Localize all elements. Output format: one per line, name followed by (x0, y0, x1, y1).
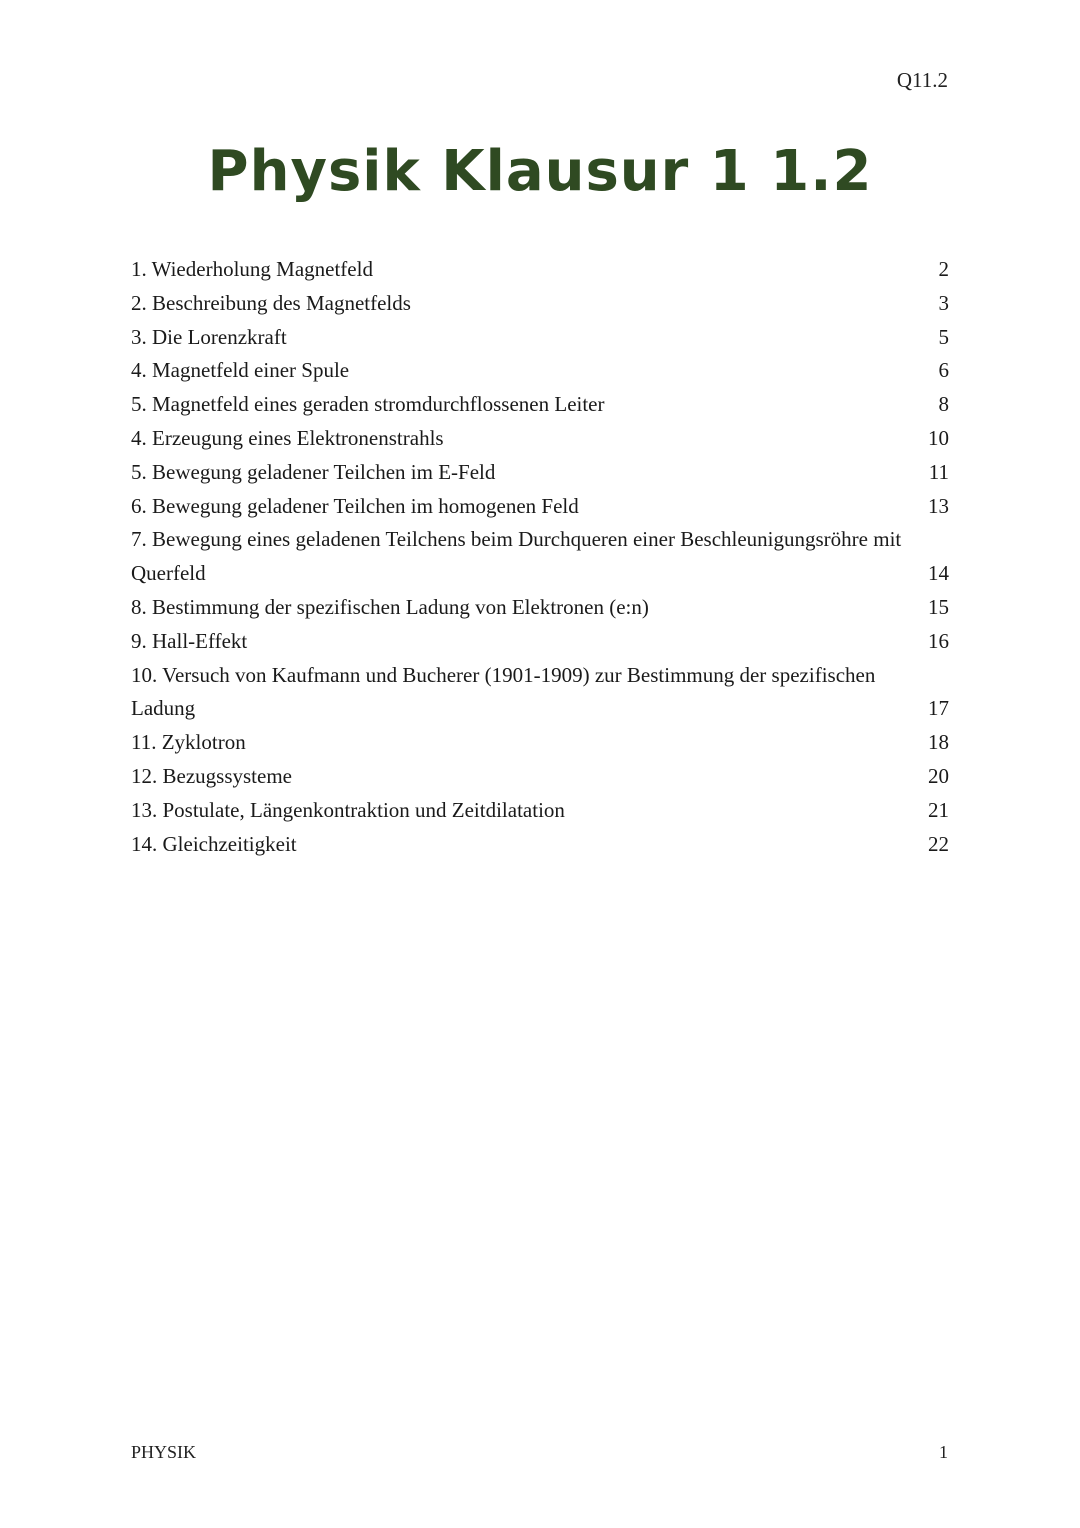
toc-entry-line (131, 557, 949, 591)
toc-entry-line (131, 625, 949, 659)
toc-entry-line (131, 828, 949, 862)
toc-entry (131, 422, 949, 456)
toc-entry-line (131, 726, 949, 760)
toc-entry-page: 20 (928, 763, 949, 788)
toc-entry-title: 7. Bewegung eines geladenen Teilchens beim Durchqueren einer Beschleunigungsröhre mit (131, 527, 902, 552)
toc-entry-title: 2. Beschreibung des Magnetfelds (131, 290, 411, 315)
toc-entry-line (131, 253, 949, 287)
toc-entry-line (131, 490, 949, 524)
toc-entry-line (131, 456, 949, 490)
toc-entry (131, 828, 949, 862)
toc-entry (131, 388, 949, 422)
toc-entry (131, 760, 949, 794)
toc-entry-line (131, 422, 949, 456)
toc-entry-title: Ladung (131, 696, 196, 721)
toc-entry-title: 14. Gleichzeitigkeit (131, 831, 297, 856)
toc-entry-page: 2 (938, 257, 949, 281)
toc-entry-page: 15 (928, 594, 949, 619)
toc-entry (131, 625, 949, 659)
toc-entry-line (131, 388, 949, 422)
toc-entry (131, 354, 949, 388)
toc-entry-page: 21 (928, 797, 949, 822)
toc-entry-line (131, 591, 949, 625)
toc-entry-page: 22 (928, 831, 949, 856)
toc-entry-page: 18 (928, 730, 949, 755)
toc-entry-title: 13. Postulate, Längenkontraktion und Zeitdilatation (131, 797, 565, 822)
toc-entry-page: 13 (928, 493, 949, 518)
toc-entry-title: 1. Wiederholung Magnetfeld (131, 257, 373, 281)
footer-page-number: 1 (939, 1442, 948, 1462)
toc-entry-title: 11. Zyklotron (131, 730, 246, 755)
toc-entry-page: 5 (938, 324, 949, 349)
toc-entry (131, 523, 949, 591)
toc-entry (131, 253, 949, 287)
toc-entry (131, 321, 949, 355)
toc-entry-title: 8. Bestimmung der spezifischen Ladung von Elektronen (e:n) (131, 594, 649, 619)
toc-entry-title: 6. Bewegung geladener Teilchen im homogenen Feld (131, 493, 579, 518)
toc-entry-page: 3 (938, 290, 949, 315)
toc-entry-line (131, 321, 949, 355)
toc-entry-line (131, 760, 949, 794)
toc-entry-page: 17 (928, 696, 949, 721)
toc-entry-title: 5. Bewegung geladener Teilchen im E-Feld (131, 459, 496, 484)
table-of-contents (131, 253, 949, 861)
toc-entry-page: 14 (928, 561, 949, 586)
toc-entry-page: 10 (928, 425, 949, 450)
toc-entry-line (131, 692, 949, 726)
toc-entry-page: 6 (938, 358, 949, 383)
toc-entry-title: 4. Magnetfeld einer Spule (131, 358, 350, 383)
toc-entry-title: 9. Hall-Effekt (131, 628, 248, 653)
toc-entry (131, 287, 949, 321)
toc-entry-page: 8 (938, 392, 949, 417)
toc-entry-title: 12. Bezugssysteme (131, 763, 292, 788)
toc-entry-title: Querfeld (131, 561, 206, 586)
toc-entry-line (131, 523, 949, 557)
toc-entry-title: 4. Erzeugung eines Elektronenstrahls (131, 425, 444, 450)
toc-entry-line (131, 794, 949, 828)
toc-entry-line (131, 659, 949, 693)
header-course-code: Q11.2 (896, 68, 948, 92)
toc-entry (131, 794, 949, 828)
toc-entry (131, 591, 949, 625)
toc-entry-title: 10. Versuch von Kaufmann und Bucherer (1901-1909) zur Bestimmung der spezifischen (131, 662, 876, 687)
toc-entry-line (131, 354, 949, 388)
toc-entry-title: 3. Die Lorenzkraft (131, 324, 287, 349)
footer-subject: PHYSIK (131, 1442, 197, 1462)
toc-entry (131, 490, 949, 524)
toc-entry (131, 726, 949, 760)
toc-entry-line (131, 287, 949, 321)
toc-entry-title: 5. Magnetfeld eines geraden stromdurchflossenen Leiter (131, 392, 605, 417)
toc-entry-page: 11 (928, 459, 949, 484)
toc-entry (131, 456, 949, 490)
toc-entry-page: 16 (928, 628, 949, 653)
document-title: Physik Klausur 1 1.2 (207, 139, 873, 204)
toc-entry (131, 659, 949, 727)
